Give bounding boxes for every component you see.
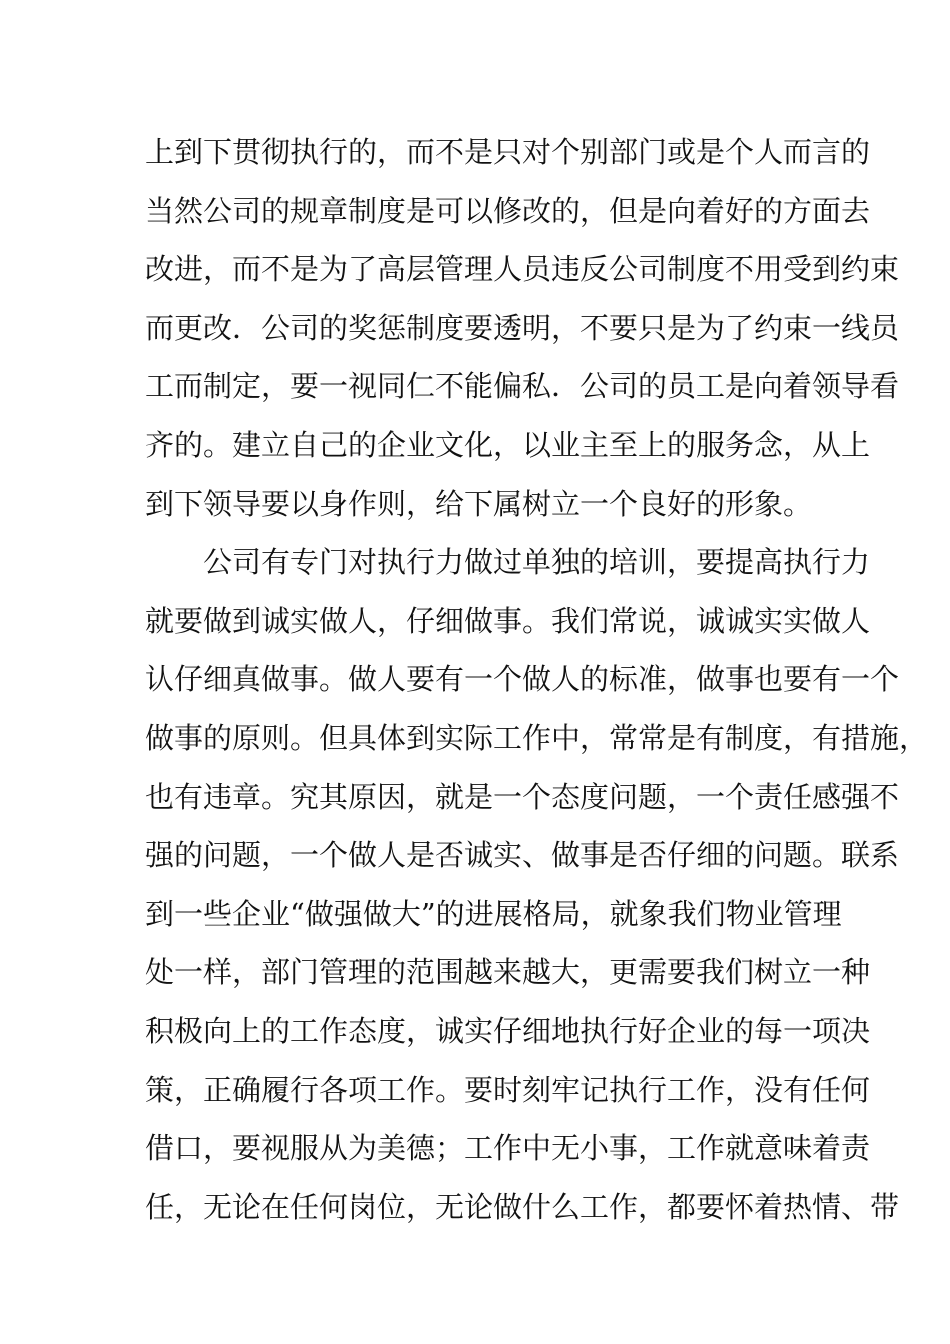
text-line: 而更改．公司的奖惩制度要透明，不要只是为了约束一线员 bbox=[145, 310, 900, 345]
body-text bbox=[145, 130, 929, 1243]
text-line: 齐的。建立自己的企业文化，以业主至上的服务念，从上 bbox=[145, 427, 871, 462]
text-line: 到一些企业“做强做大”的进展格局，就象我们物业管理 bbox=[145, 896, 842, 931]
text-line: 到下领导要以身作则，给下属树立一个良好的形象。 bbox=[145, 486, 813, 521]
text-line: 上到下贯彻执行的，而不是只对个别部门或是个人而言的 bbox=[145, 135, 871, 169]
text-line: 强的问题，一个做人是否诚实、做事是否仔细的问题。联系 bbox=[145, 838, 900, 873]
text-line: 改进，而不是为了高层管理人员违反公司制度不用受到约束 bbox=[145, 252, 900, 287]
text-line: 积极向上的工作态度，诚实仔细地执行好企业的每一项决 bbox=[145, 1013, 871, 1048]
text-line: 做事的原则。但具体到实际工作中，常常是有制度，有措施， bbox=[145, 720, 929, 755]
paragraph bbox=[145, 540, 929, 1243]
text-line: 也有违章。究其原因，就是一个态度问题，一个责任感强不 bbox=[145, 779, 900, 814]
text-line: 借口，要视服从为美德；工作中无小事，工作就意味着责 bbox=[145, 1131, 871, 1166]
text-line: 当然公司的规章制度是可以修改的，但是向着好的方面去 bbox=[145, 193, 871, 228]
text-line-indented: 公司有专门对执行力做过单独的培训，要提高执行力 bbox=[203, 545, 871, 580]
text-line: 工而制定，要一视同仁不能偏私．公司的员工是向着领导看 bbox=[145, 369, 900, 404]
text-line: 任，无论在任何岗位，无论做什么工作，都要怀着热情、带 bbox=[145, 1189, 900, 1224]
paragraph bbox=[145, 130, 900, 540]
text-line: 认仔细真做事。做人要有一个做人的标准，做事也要有一个 bbox=[145, 662, 900, 697]
text-line: 就要做到诚实做人，仔细做事。我们常说，诚诚实实做人 bbox=[145, 603, 871, 638]
text-line: 策，正确履行各项工作。要时刻牢记执行工作，没有任何 bbox=[145, 1072, 871, 1107]
text-line: 处一样，部门管理的范围越来越大，更需要我们树立一种 bbox=[145, 955, 871, 990]
